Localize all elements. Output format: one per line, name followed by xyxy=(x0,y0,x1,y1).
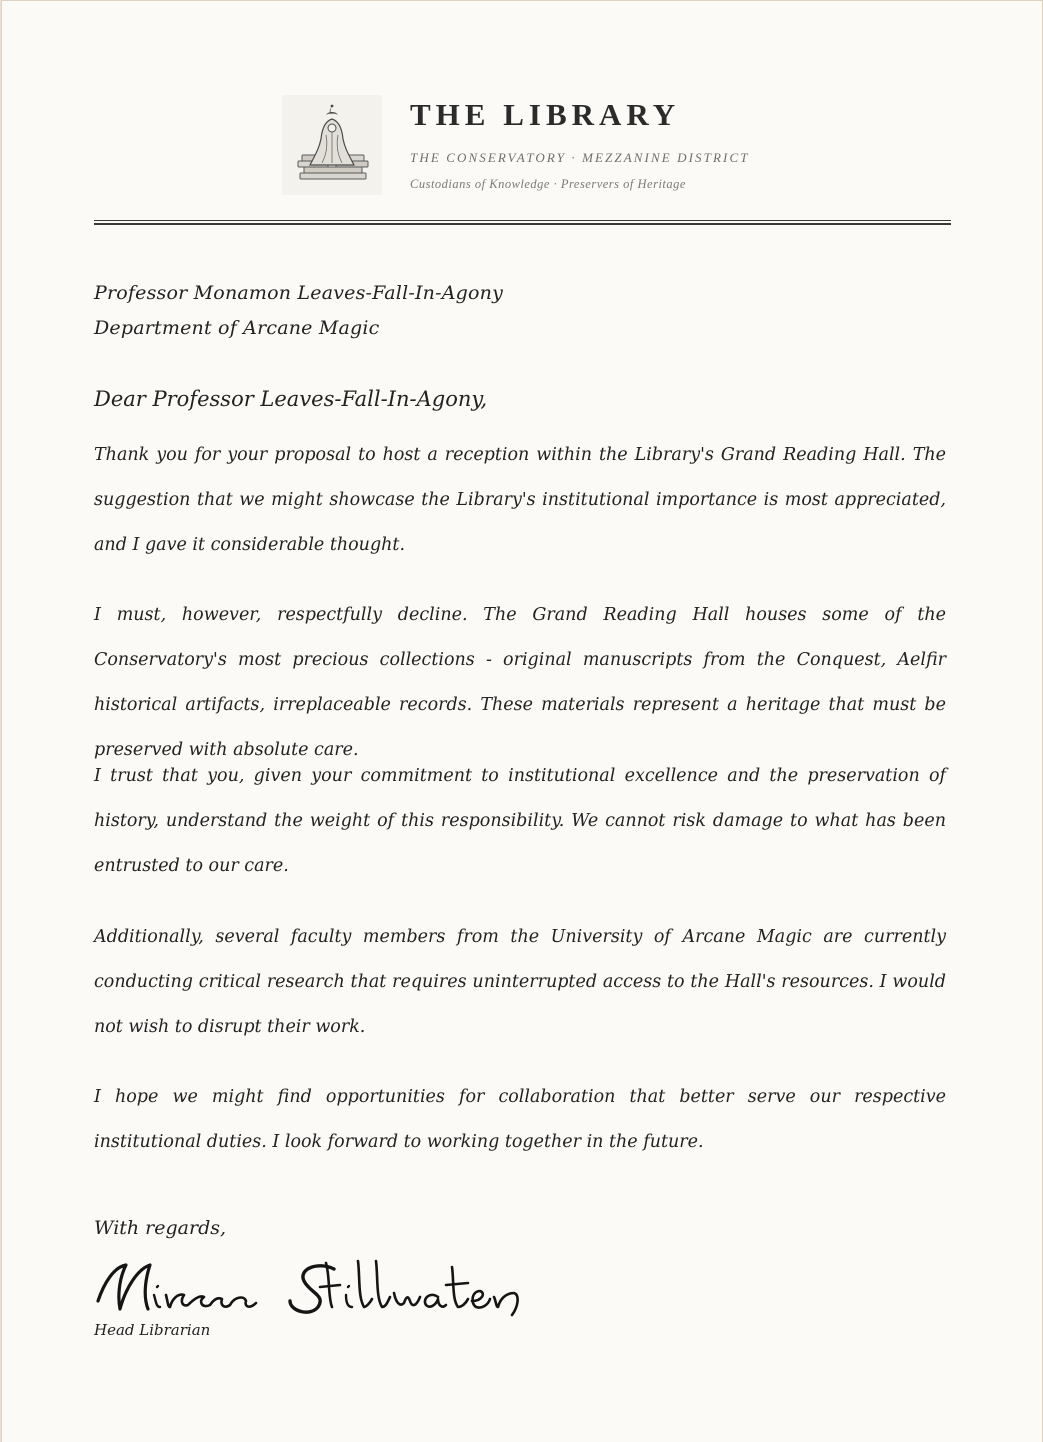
library-subtitle: THE CONSERVATORY · MEZZANINE DISTRICT xyxy=(410,150,750,165)
closing: With regards, xyxy=(94,1217,227,1239)
body-paragraph: Additionally, several faculty members from the University of Arcane Magic are currently conducting critical research that requires uninterrupted access to the Hall's resources. I would not wish to disrupt their work. xyxy=(94,927,946,1037)
handwritten-signature xyxy=(94,1253,534,1321)
body-paragraph: I must, however, respectfully decline. The Grand Reading Hall houses some of the Conservatory's most precious collections - original manuscripts from the Conquest, Aelfir historical artifacts, irreplaceable records. These materials represent a heritage that must be preserved with absolute care. xyxy=(94,605,946,760)
salutation: Dear Professor Leaves-Fall-In-Agony, xyxy=(94,387,488,411)
library-title: THE LIBRARY xyxy=(410,97,681,132)
signatory-role: Head Librarian xyxy=(94,1321,211,1339)
recipient-department: Department of Arcane Magic xyxy=(94,317,380,339)
library-logo xyxy=(282,95,382,195)
header-divider-thin xyxy=(94,220,951,221)
body-paragraph: Thank you for your proposal to host a reception within the Library's Grand Reading Hall. The suggestion that we might showcase the Library's institutional importance is most appreciated, and I gave it considerable thought. xyxy=(94,445,946,555)
header-divider-thick xyxy=(94,223,951,225)
robed-figure-on-books-icon xyxy=(282,95,382,195)
body-paragraph: I trust that you, given your commitment to institutional excellence and the preservation of history, understand the weight of this responsibility. We cannot risk damage to what has been entrusted to our care. xyxy=(94,766,946,876)
recipient-name: Professor Monamon Leaves-Fall-In-Agony xyxy=(94,282,504,304)
body-paragraph: I hope we might find opportunities for collaboration that better serve our respective institutional duties. I look forward to working together in the future. xyxy=(94,1087,946,1152)
library-tagline: Custodians of Knowledge · Preservers of Heritage xyxy=(410,177,686,191)
letter-page xyxy=(2,1,1042,1442)
